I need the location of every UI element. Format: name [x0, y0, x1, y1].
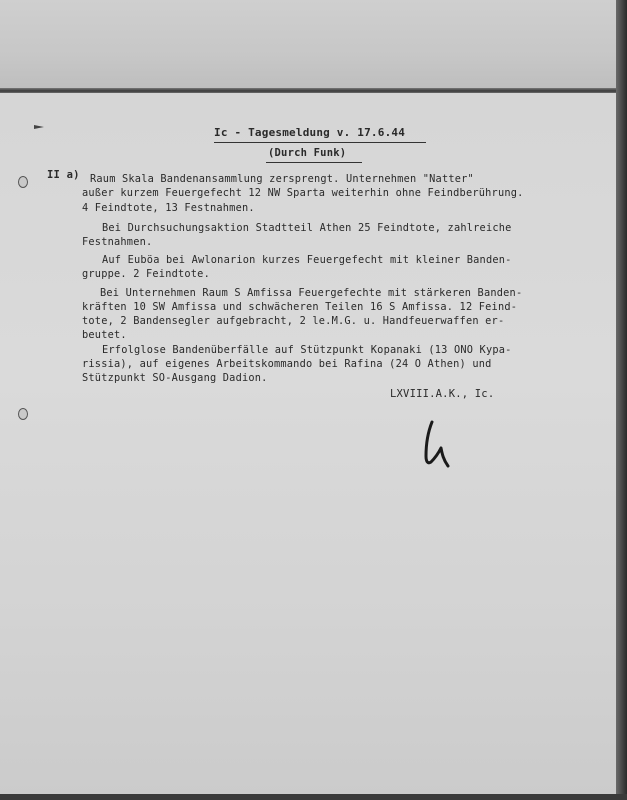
document-subtitle: (Durch Funk) [268, 147, 347, 159]
report-line: beutet. [82, 329, 127, 341]
title-underline [214, 142, 426, 143]
signature-block: LXVIII.A.K., Ic. [390, 388, 495, 400]
previous-page-edge [0, 0, 622, 92]
report-line: 4 Feindtote, 13 Festnahmen. [82, 202, 255, 214]
punch-hole-icon [18, 176, 28, 188]
report-line: Raum Skala Bandenansammlung zersprengt. Unternehmen "Natter" [90, 173, 474, 185]
punch-hole-icon [18, 408, 28, 420]
report-line: gruppe. 2 Feindtote. [82, 268, 210, 280]
report-line: außer kurzem Feuergefecht 12 NW Sparta weiterhin ohne Feindberührung. [82, 187, 524, 199]
report-line: kräften 10 SW Amfissa und schwächeren Teilen 16 S Amfissa. 12 Feind- [82, 301, 518, 313]
section-label: II a) [47, 169, 80, 181]
scan-edge-right [616, 0, 627, 800]
report-line: tote, 2 Bandensegler aufgebracht, 2 le.M.G. u. Handfeuerwaffen er- [82, 315, 505, 327]
report-line: Bei Unternehmen Raum S Amfissa Feuergefechte mit stärkeren Banden- [100, 287, 523, 299]
report-line: rissia), auf eigenes Arbeitskommando bei Rafina (24 O Athen) und [82, 358, 492, 370]
scan-edge-bottom [0, 794, 627, 800]
report-line: Bei Durchsuchungsaktion Stadtteil Athen 25 Feindtote, zahlreiche [102, 222, 512, 234]
report-line: Auf Euböa bei Awlonarion kurzes Feuergefecht mit kleiner Banden- [102, 254, 512, 266]
report-line: Stützpunkt SO-Ausgang Dadion. [82, 372, 268, 384]
handwritten-initial-icon [418, 418, 454, 470]
report-line: Festnahmen. [82, 236, 153, 248]
document-title: Ic - Tagesmeldung v. 17.6.44 [214, 126, 406, 139]
subtitle-underline [266, 162, 362, 163]
report-line: Erfolglose Bandenüberfälle auf Stützpunkt Kopanaki (13 ONO Kypa- [102, 344, 512, 356]
